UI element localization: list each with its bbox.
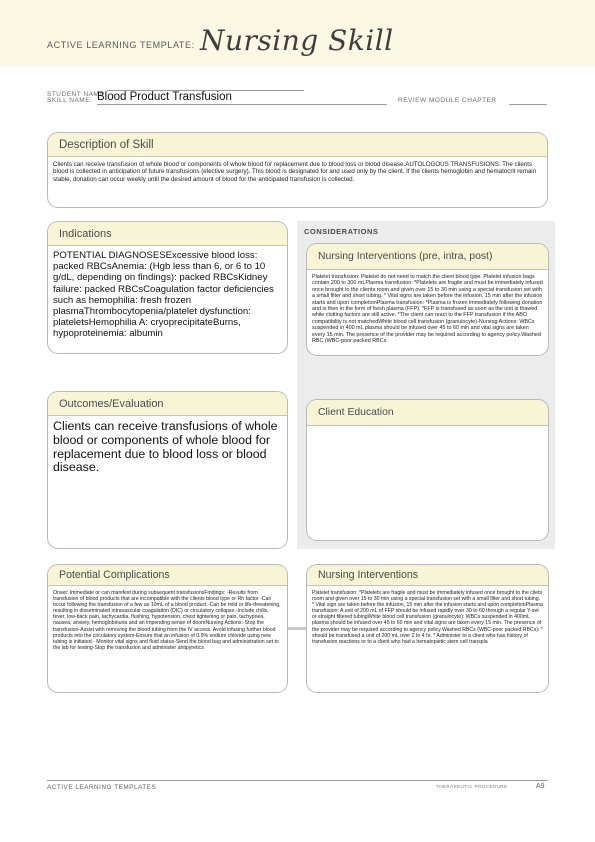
skill-name-row [47,92,547,108]
client-education-title: Client Education [307,400,548,426]
nursing-interventions-text[interactable]: Platelet transfusion: *Platelets are fragile and must be immediately infused once brought to the cliets room and given over 15 to 30 min using a special transfusion set with a small filter and short tubing. * Vital sign are taken before the infusion, 15 min after the infusion starts and upon completionPlasma transfusion: A unit of 200 mL of FFP should be infused rapidly over 30 to 60 through a regular Y-set or straight filtered tubingWhite blood cell transfusion (granulocyte): WBCs suspended in 400mL plasma should be infused over 45 to 60 min and vital signs are taken every 15 min. The presence of the provider may be required according to agency policy.Washed RBCs (WBC-poor packed RBCs): * should be transfused a unit of 200 mL over 2 to 4 hr. * Administer to a client who has history of transfusion reactions or to a client who had a hematopietic stem cell transpla [312,590,543,645]
indications-section [47,221,288,354]
description-title: Description of Skill [48,133,547,157]
client-education-section [306,399,549,541]
skill-name-label: SKILL NAME [47,97,91,104]
indications-title: Indications [48,222,287,246]
potential-complications-section [47,564,288,693]
student-name-label: STUDENT NAME [47,91,105,98]
nursing-interventions-title: Nursing Interventions [307,565,548,586]
footer-right-label: THERAPEUTIC PROCEDURE [436,784,508,789]
skill-name-value[interactable]: Blood Product Transfusion [97,91,232,103]
potential-complications-text[interactable]: Onset: Immediate or can manifest during subsequent transfusionsFindings: -Results from transfusion of blood products that are incompatible with the clients blood type or Rh factor -Can occur following the transfusion of a few as 10mL of a blood product.-Can be mild or life-threatening, resulting in disseminated intravascular coagulation (DIC) or circulatory collapse.-Include chills, fever, low-back pain, tachycardia, flushing, hypotension, chest tightening or pain, tachypnea, nausea, anxiety, hemoglobinuria and an impending sense of doomNursing Actions:-Stop the transfusion-Assist with removing the blood tubing from the IV access. Avoid infusing further blood products into the circulatory system-Ensure that an infusion of 0.9% sodium chloride using new tubing is initiated.- Monitor vital signs and fluid status-Send the blood bag and administration set to the lab for testing-Stop the transfusion and administer antipyretics [53,590,281,651]
nursing-interventions-pip-text[interactable]: Platelet transfusion: Platelet do not need to match the client blood type. Platelet infusion bags contain 200 to 300 mLPlasma transfusion: *Platelets are fragile and must be immediately infused once brought to the clients room and given over 15 to 30 min using a special transfusion set with a small filter and short tubing. * Vital signs are taken before the infusion, 15 min after the infusion starts and upon completionPlasma transfusion: *Plasma is frozen immediately following donation and is then in the form of fresh plasma (FFP). *FFP is transfused as soon as the unit is thawed while clotting factors are still active. *The client can react to the FFP transfusion if the ABO compatibility is not matchedWhite blood cell transfusion (granulocyte)-Nursing Actions: WBCs suspended in 400 mL plasma should be infused over 45 to 60 min and vital signs are taken every 15 min. The presence of the provider may be required according to agency policy.Washed RBC (WBC-poor packed RBCs [312,274,543,345]
template-label: ACTIVE LEARNING TEMPLATE: [47,40,195,50]
review-module-field[interactable] [509,104,547,105]
nursing-interventions-section [306,564,549,693]
outcomes-section [47,391,288,549]
review-module-label: REVIEW MODULE CHAPTER [398,97,497,104]
description-section [47,132,548,208]
nursing-interventions-pip-section [306,243,549,356]
footer-left-label: ACTIVE LEARNING TEMPLATES [47,784,157,791]
potential-complications-title: Potential Complications [48,565,287,586]
outcomes-text[interactable]: Clients can receive transfusions of whole blood or components of whole blood for replacement due to blood loss or blood disease. [53,419,278,475]
considerations-label: CONSIDERATIONS [304,227,379,236]
header-band [0,0,595,66]
footer-rule [47,780,548,781]
skill-name-underline [97,104,387,105]
outcomes-title: Outcomes/Evaluation [48,392,287,416]
nursing-interventions-pip-title: Nursing Interventions (pre, intra, post) [307,244,548,270]
footer-page-number: A9 [536,783,545,790]
indications-text[interactable]: POTENTIAL DIAGNOSESExcessive blood loss: packed RBCsAnemia: (Hgb less than 6, or 6 to 10 g/dL, depending on findings): packed RBCsKidney failure: packed RBCsCoagulation factor deficiencies such as hemophilia: fresh frozen plasmaThrombocytopenia/platelet dysfunction: plateletsHemophilia A: cryoprecipitateBurns, hypoproteinemia: albumin [53,250,274,340]
section-connector [288,627,306,630]
description-text[interactable]: Clients can receive transfusion of whole blood or components of whole blood for replacement due to blood loss or blood disease.AUTOLOGOUS TRANSFUSIONS: The clients blood is collected in anticipation of future transfusions (elective surgery). This blood is designated for and used only by the client. If the clients hemoglobin and hematocrit remain stable, donation can occur weekly until the desired amount of blood for the anticipated transfusion is collected. [53,161,537,183]
client-education-text[interactable] [307,426,548,434]
template-title: Nursing Skill [200,24,394,57]
